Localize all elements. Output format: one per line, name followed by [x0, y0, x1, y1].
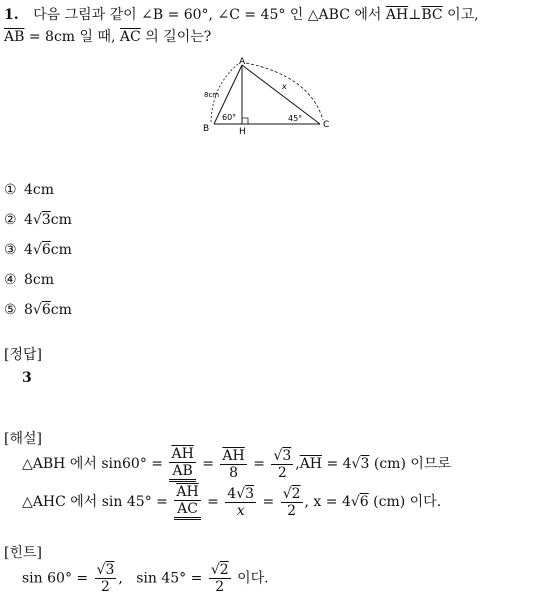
label-b: B: [203, 124, 210, 134]
expl-2-frac-1-num: $\overline{AH}$: [176, 484, 199, 500]
choice-2-mark: ②: [4, 212, 17, 228]
choice-5-mark: ⑤: [4, 302, 17, 318]
question-text-1-end: 이고,: [447, 7, 479, 23]
hint-frac-1-num-root: 3: [105, 562, 115, 578]
hint-mid: , sin 45° =: [118, 570, 203, 587]
hint-frac-2-num-pre: √: [210, 562, 220, 578]
expl-2-result-pre: , x = 4√: [304, 494, 360, 510]
expl-1-comma: ,: [295, 456, 300, 472]
right-angle-mark: [242, 118, 248, 124]
arc-ac: [246, 63, 323, 120]
expl-1-result-pre: = 4√: [326, 456, 361, 472]
choice-2-post: cm: [50, 212, 72, 228]
expl-2-frac-2-num-root: 3: [245, 485, 255, 502]
hint-line: [22, 562, 269, 595]
expl-1-end: (cm) 이므로: [373, 456, 451, 472]
question-text-2-end: 의 길이는?: [145, 29, 212, 45]
label-side-ac: x: [282, 82, 287, 91]
hint-frac-1: [95, 562, 117, 595]
segment-ah: $\overline{AH}$: [385, 7, 409, 23]
label-side-ab: 8cm: [204, 91, 220, 99]
expl-2-frac-3-den: 2: [287, 502, 297, 519]
expl-2-eq1: =: [207, 494, 219, 510]
expl-1-result-root: 3: [360, 456, 370, 472]
question-text-1: 다음 그림과 같이 ∠B = 60°, ∠C = 45° 인 △ABC 에서: [33, 7, 382, 23]
expl-1-frac-1-den: AB: [169, 463, 195, 482]
expl-2-frac-3-num-root: 2: [291, 485, 301, 502]
choice-2[interactable]: [4, 212, 72, 228]
label-angle-c: 45°: [288, 114, 303, 123]
expl-2-frac-2: [225, 486, 256, 519]
hint-frac-2: [209, 562, 231, 595]
question-number: 1.: [4, 7, 19, 23]
expl-2-eq2: =: [262, 494, 275, 510]
hint-frac-2-den: 2: [215, 579, 225, 595]
hint-label: [힌트]: [4, 545, 42, 561]
explanation-line-2: [22, 484, 441, 520]
expl-1-frac-3: [271, 448, 293, 481]
segment-bc: $\overline{BC}$: [421, 7, 443, 23]
choice-3-post: cm: [50, 242, 72, 258]
expl-1-frac-2-den: 8: [229, 464, 239, 481]
choice-4-pre: 8cm: [24, 272, 55, 288]
answer-value: 3: [22, 370, 32, 386]
choice-5-pre: 8√: [24, 302, 42, 318]
hint-pre-1: sin 60° =: [22, 570, 89, 587]
explanation-line-1: [22, 446, 451, 482]
expl-2-frac-3-num-pre: √: [282, 485, 292, 502]
hint-end: 이다.: [237, 570, 269, 587]
hint-frac-2-num-root: 2: [219, 562, 229, 578]
label-c: C: [323, 120, 330, 130]
expl-2-pre: △AHC 에서 sin 45° =: [22, 494, 168, 510]
expl-1-frac-1-num: $\overline{AH}$: [171, 446, 194, 462]
answer-label: [정답]: [4, 347, 42, 363]
segment-ac: $\overline{AC}$: [119, 29, 141, 45]
question-line-1: [4, 4, 479, 24]
choice-5-root: 6: [41, 302, 51, 318]
expl-2-frac-2-num-pre: 4√: [227, 485, 246, 502]
expl-1-pre: △ABH 에서 sin60° =: [22, 456, 163, 472]
hint-frac-1-den: 2: [101, 579, 110, 595]
expl-1-frac-2-num: $\overline{AH}$: [222, 447, 245, 464]
choice-5[interactable]: [4, 302, 72, 318]
expl-1-eq1: =: [202, 456, 214, 472]
expl-2-result-root: 6: [359, 494, 369, 510]
expl-1-ah: $\overline{AH}$: [299, 456, 323, 472]
choice-4-mark: ④: [4, 272, 17, 288]
choice-2-root: 3: [41, 212, 51, 228]
choice-5-post: cm: [50, 302, 72, 318]
choice-1-pre: 4cm: [24, 182, 55, 198]
expl-2-frac-2-den: x: [236, 502, 245, 519]
expl-1-frac-2: [220, 448, 246, 481]
choice-3-mark: ③: [4, 242, 17, 258]
explanation-label: [해설]: [4, 431, 42, 447]
expl-2-frac-1-den: AC: [174, 501, 200, 520]
triangle-figure: [198, 56, 338, 138]
expl-1-frac-1: [169, 446, 195, 482]
expl-2-frac-1: [174, 484, 200, 520]
choice-3-root: 6: [41, 242, 51, 258]
choice-4[interactable]: [4, 272, 54, 288]
perp-symbol: ⊥: [408, 7, 422, 23]
question-line-2: [4, 26, 211, 46]
choice-1-mark: ①: [4, 182, 17, 198]
segment-ab: $\overline{AB}$: [4, 29, 25, 45]
label-h: H: [239, 127, 246, 137]
label-angle-b: 60°: [222, 113, 237, 122]
choice-3[interactable]: [4, 242, 72, 258]
choice-1[interactable]: [4, 182, 54, 198]
question-text-2: = 8cm 일 때,: [28, 29, 116, 45]
expl-2-end: (cm) 이다.: [373, 494, 442, 510]
label-a: A: [239, 57, 246, 67]
expl-1-frac-3-num-pre: √: [273, 447, 283, 464]
expl-1-frac-3-num-root: 3: [282, 447, 292, 464]
expl-2-frac-3: [281, 486, 303, 519]
hint-frac-1-num-pre: √: [96, 562, 106, 578]
expl-1-frac-3-den: 2: [277, 464, 287, 481]
choice-2-pre: 4√: [24, 212, 42, 228]
choice-3-pre: 4√: [24, 242, 42, 258]
expl-1-eq2: =: [253, 456, 265, 472]
